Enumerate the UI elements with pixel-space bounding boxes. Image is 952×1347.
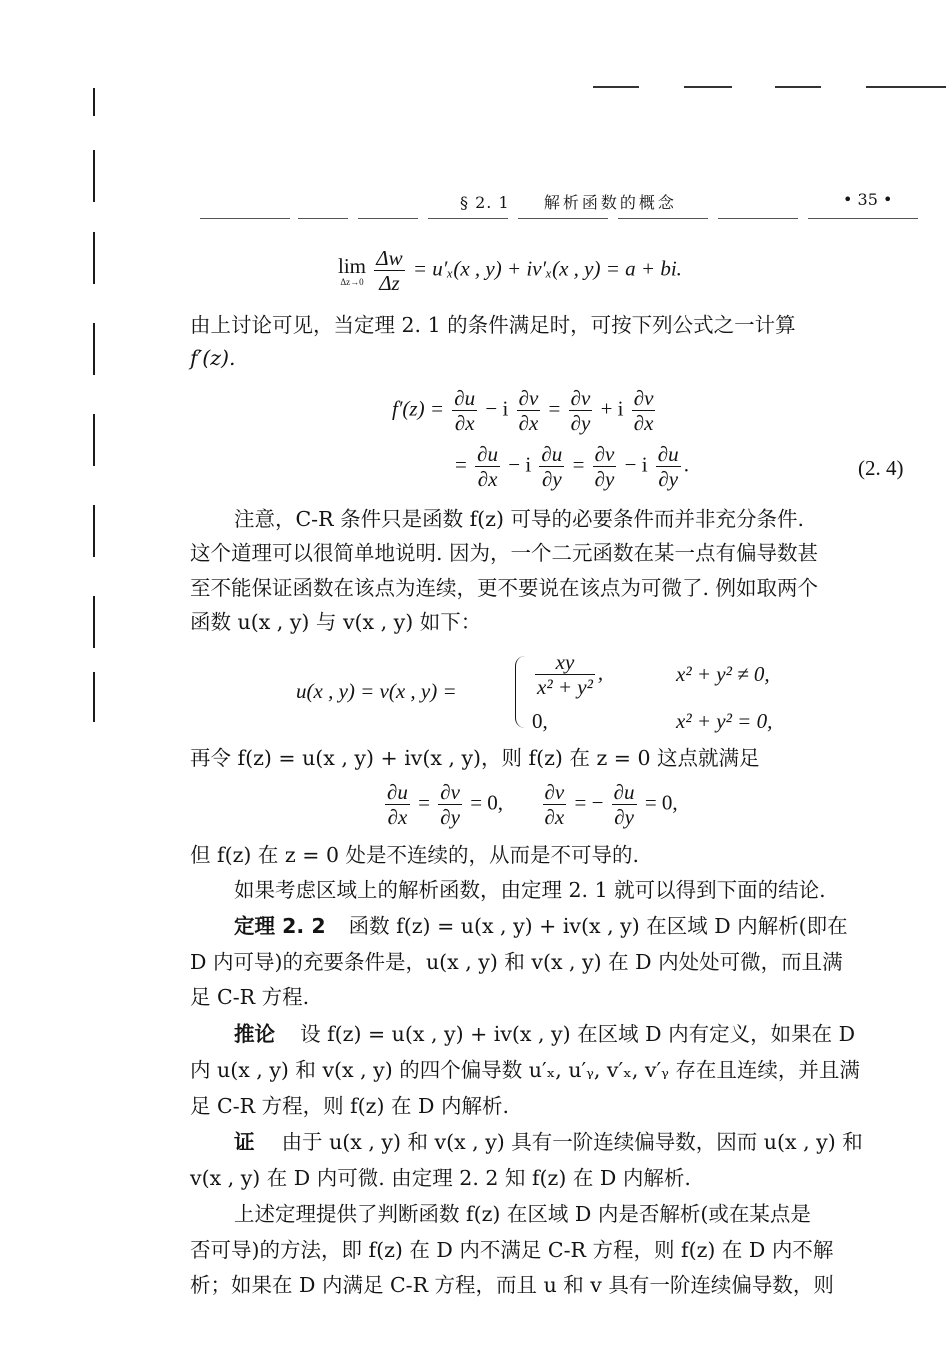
scan-artifact-dash	[593, 86, 639, 88]
equation-2-4-row1	[392, 386, 658, 435]
header-rule	[518, 218, 608, 219]
paragraph-line: 由上讨论可见，当定理 2. 1 的条件满足时，可按下列公式之一计算	[190, 313, 796, 337]
header-rule	[618, 218, 708, 219]
running-header	[460, 190, 677, 213]
eq-operator: =	[572, 452, 585, 477]
header-rule	[718, 218, 798, 219]
partial-dv: ∂v	[544, 780, 565, 804]
header-rule	[358, 218, 418, 219]
partial-dy: ∂y	[594, 467, 615, 491]
paragraph-line: 再令 f(z) = u(x , y) + iv(x , y)，则 f(z) 在 z = 0 这点就满足	[190, 746, 760, 770]
scan-artifact-bar	[93, 232, 95, 284]
piecewise-cond2: x² + y² = 0,	[676, 709, 773, 733]
partial-dy: ∂y	[614, 805, 634, 829]
partial-du: ∂u	[477, 442, 498, 466]
case-denominator: x² + y²	[537, 675, 593, 699]
eq-operator: − i	[508, 452, 532, 477]
paragraph-line: 注意，C-R 条件只是函数 f(z) 可导的必要条件而并非充分条件.	[234, 507, 804, 531]
partial-dy: ∂y	[542, 467, 562, 491]
paragraph-line: 这个道理可以很简单地说明. 因为，一个二元函数在某一点有偏导数甚	[190, 541, 819, 565]
piecewise-lhs: u(x , y) = v(x , y) =	[296, 679, 457, 703]
piecewise-cond1: x² + y² ≠ 0,	[676, 662, 770, 686]
header-rule	[298, 218, 348, 219]
corollary-text: 设 f(z) = u(x , y) + iv(x , y) 在区域 D 内有定义，如果在 D	[300, 1022, 856, 1046]
paragraph-line: 上述定理提供了判断函数 f(z) 在区域 D 内是否解析(或在某点是	[234, 1202, 811, 1226]
lim-subscript: Δz→0	[340, 276, 364, 287]
partial-du: ∂u	[613, 780, 635, 804]
partial-dv: ∂v	[440, 780, 460, 804]
proof-label: 证	[234, 1130, 255, 1154]
paragraph-line: 但 f(z) 在 z = 0 处是不连续的，从而是不可导的.	[190, 843, 640, 867]
case-numerator: xy	[535, 650, 595, 675]
scan-artifact-bar	[93, 150, 95, 202]
partial-dx: ∂x	[518, 411, 539, 435]
limit-equation	[338, 246, 682, 295]
scan-artifact-bar	[93, 596, 95, 648]
case-comma: ,	[597, 660, 604, 685]
partial-dx: ∂x	[633, 411, 654, 435]
paragraph-line: 足 C-R 方程.	[190, 985, 310, 1009]
header-rule	[428, 218, 508, 219]
eq-operator: − i	[485, 396, 509, 421]
eq-zero: = 0,	[470, 790, 504, 815]
partial-dx: ∂x	[544, 805, 565, 829]
scan-artifact-dash	[684, 86, 732, 88]
eq-period: .	[683, 452, 689, 477]
partial-du: ∂u	[541, 442, 563, 466]
section-title: 解析函数的概念	[543, 193, 677, 212]
eq-operator: =	[548, 396, 561, 421]
scan-artifact-bar	[93, 88, 95, 116]
proof-line	[190, 1128, 915, 1156]
eq-operator: = −	[574, 790, 604, 815]
partial-dx: ∂x	[387, 805, 408, 829]
eq-operator: =	[418, 790, 430, 815]
partial-dv: ∂v	[570, 386, 591, 410]
partial-du: ∂u	[387, 780, 408, 804]
eq-operator: =	[455, 452, 467, 477]
scan-artifact-dash	[775, 86, 821, 88]
piecewise-case1	[532, 650, 603, 699]
partial-dy: ∂y	[658, 467, 679, 491]
paragraph-line: 析；如果在 D 内满足 C-R 方程，而且 u 和 v 具有一阶连续偏导数，则	[190, 1273, 834, 1297]
scan-artifact-bar	[93, 672, 95, 722]
eq-zero: = 0,	[644, 790, 678, 815]
theorem-label: 定理 2. 2	[234, 914, 326, 938]
fraction-denominator: Δz	[379, 271, 400, 295]
equation-2-4-row2	[455, 442, 689, 491]
partial-dv: ∂v	[518, 386, 539, 410]
eq-operator: + i	[600, 396, 624, 421]
paragraph-line: 至不能保证函数在该点为连续，更不要说在该点为可微了. 例如取两个	[190, 576, 819, 600]
limit-rhs: = u′ₓ(x , y) + iv′ₓ(x , y) = a + bi.	[412, 256, 682, 281]
scan-artifact-bar	[93, 505, 95, 557]
partial-dv: ∂v	[594, 442, 615, 466]
theorem-2-2-line	[190, 912, 915, 940]
paragraph-line: v(x , y) 在 D 内可微. 由定理 2. 2 知 f(z) 在 D 内解析.	[190, 1166, 691, 1190]
paragraph-line: 内 u(x , y) 和 v(x , y) 的四个偏导数 u′ₓ, u′ᵧ, v′ₓ, v′ᵧ 存在且连续，并且满	[190, 1058, 860, 1082]
eq-operator: − i	[624, 452, 648, 477]
paragraph-line: 否可导)的方法，即 f(z) 在 D 内不满足 C-R 方程，则 f(z) 在 D 内不解	[190, 1238, 834, 1262]
paragraph-line: 足 C-R 方程，则 f(z) 在 D 内解析.	[190, 1094, 509, 1118]
corollary-label: 推论	[234, 1022, 275, 1046]
left-brace	[515, 656, 530, 728]
paragraph-line: 如果考虑区域上的解析函数，由定理 2. 1 就可以得到下面的结论.	[234, 878, 826, 902]
eq-lhs: f′(z) =	[392, 396, 445, 421]
partial-dy: ∂y	[570, 411, 591, 435]
fraction-numerator: Δw	[376, 246, 403, 270]
proof-text: 由于 u(x , y) 和 v(x , y) 具有一阶连续偏导数，因而 u(x , y) 和	[281, 1130, 863, 1154]
scan-artifact-bar	[93, 323, 95, 375]
page-number: • 35 •	[843, 190, 893, 209]
scan-artifact-bar	[93, 414, 95, 466]
partial-dx: ∂x	[454, 411, 475, 435]
partial-du: ∂u	[657, 442, 679, 466]
partial-dx: ∂x	[477, 467, 498, 491]
piecewise-case2: 0,	[532, 709, 548, 733]
equation-number: (2. 4)	[858, 456, 904, 480]
cr-at-origin-equation	[382, 780, 678, 829]
partial-du: ∂u	[454, 386, 476, 410]
paragraph-line: f′(z).	[190, 346, 236, 370]
header-rule	[200, 218, 290, 219]
partial-dv: ∂v	[633, 386, 654, 410]
header-rule	[808, 218, 918, 219]
partial-dy: ∂y	[440, 805, 460, 829]
lim-symbol: lim	[338, 253, 367, 278]
section-number: § 2. 1	[460, 193, 510, 212]
paragraph-line: D 内可导)的充要条件是，u(x , y) 和 v(x , y) 在 D 内处处可微，而且满	[190, 950, 843, 974]
scan-artifact-dash	[866, 86, 946, 88]
paragraph-line: 函数 u(x , y) 与 v(x , y) 如下：	[190, 610, 482, 634]
corollary-line	[190, 1020, 915, 1048]
theorem-text: 函数 f(z) = u(x , y) + iv(x , y) 在区域 D 内解析(即在	[348, 914, 848, 938]
